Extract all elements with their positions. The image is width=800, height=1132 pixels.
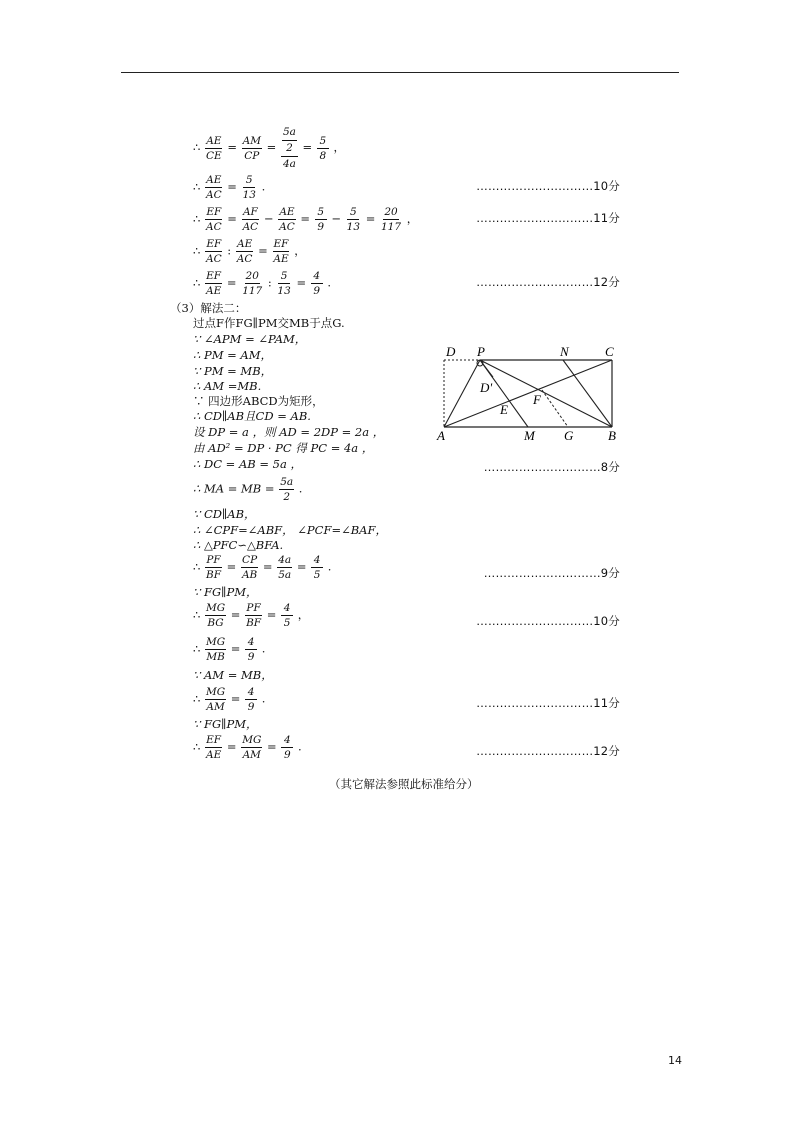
step-12: ∴ ∠CPF=∠ABF， ∠PCF=∠BAF， [193, 523, 387, 537]
segment-ac [444, 360, 612, 427]
label-g: G [564, 428, 574, 443]
equation-line-3: ∴ $\frac{EF}{AC}$ = $\frac{AF}{AC}$ − $\frac{AE}{AC}$ = $\frac{5}{9}$ − $\frac{5}{13}$ = $\frac{20}{117}$ ， [193, 206, 419, 234]
step-11: ∵ CD∥AB， [193, 507, 256, 521]
label-f: F [533, 392, 541, 407]
step-8: 由 AD² = DP · PC 得 PC = 4a ， [193, 441, 374, 455]
label-e: E [500, 402, 508, 417]
step-13: ∴ △PFC∽△BFA. [193, 538, 284, 552]
step-15: ∵ FG∥PM， [193, 585, 258, 599]
label-n: N [560, 344, 569, 359]
step-18: ∵ AM = MB， [193, 668, 273, 682]
score-11: …………………………11分 [476, 211, 620, 225]
label-p: P [477, 344, 485, 359]
equation-line-5: ∴ $\frac{EF}{AE}$ = $\frac{20}{117}$ : $\frac{5}{13}$ = $\frac{4}{9}$ . [193, 270, 332, 298]
step-2: ∴ PM = AM， [193, 348, 273, 362]
step-14: ∴ $\frac{PF}{BF}$ = $\frac{CP}{AB}$ = $\frac{4a}{5a}$ = $\frac{4}{5}$ . [193, 554, 332, 582]
score-10: …………………………10分 [476, 179, 620, 193]
equation-line-1: ∴ $\frac{AE}{CE}$ = $\frac{AM}{CP}$ = $\frac{\frac{5a}{2}}{4a}$ = $\frac{5}{8}$ ， [193, 126, 345, 171]
step-16: ∴ $\frac{MG}{BG}$ = $\frac{PF}{BF}$ = $\frac{4}{5}$ ， [193, 602, 310, 630]
step-7: 设 DP = a ，则 AD = 2DP = 2a ， [193, 425, 385, 439]
equation-line-2: ∴ $\frac{AE}{AC}$ = $\frac{5}{13}$ . [193, 174, 266, 202]
step-19: ∴ $\frac{MG}{AM}$ = $\frac{4}{9}$ . [193, 686, 266, 714]
step-6: ∴ CD∥AB且CD = AB. [193, 409, 311, 423]
label-d: D [446, 344, 456, 359]
equation-line-4: ∴ $\frac{EF}{AC}$ : $\frac{AE}{AC}$ = $\frac{EF}{AE}$ ， [193, 238, 306, 266]
step-1: ∵ ∠APM = ∠PAM， [193, 332, 307, 346]
score-12: …………………………12分 [476, 275, 620, 289]
label-d-prime: D' [480, 380, 493, 395]
header-rule [121, 72, 679, 73]
intro-line: 过点F作FG∥PM交MB于点G. [193, 316, 345, 330]
label-c: C [605, 344, 614, 359]
segment-pd-prime [480, 360, 493, 377]
segment-fg [542, 390, 568, 427]
section-label: （3）解法二： [170, 301, 247, 315]
label-a: A [437, 428, 445, 443]
score-11b: …………………………11分 [476, 696, 620, 710]
score-9: …………………………9分 [483, 566, 620, 580]
score-8: …………………………8分 [483, 460, 620, 474]
segment-ap [444, 360, 480, 427]
step-21: ∴ $\frac{EF}{AE}$ = $\frac{MG}{AM}$ = $\frac{4}{9}$ . [193, 734, 302, 762]
step-5: ∵ 四边形ABCD为矩形， [193, 394, 324, 408]
score-12b: …………………………12分 [476, 744, 620, 758]
step-20: ∵ FG∥PM， [193, 717, 258, 731]
page-number: 14 [668, 1054, 682, 1067]
geometry-diagram [430, 340, 630, 450]
step-10: ∴ MA = MB = $\frac{5a}{2}$ . [193, 476, 303, 504]
step-17: ∴ $\frac{MG}{MB}$ = $\frac{4}{9}$ . [193, 636, 266, 664]
label-m: M [524, 428, 535, 443]
score-10b: …………………………10分 [476, 614, 620, 628]
footer-note: （其它解法参照此标准给分） [329, 777, 479, 791]
step-3: ∵ PM = MB， [193, 364, 273, 378]
step-4: ∴ AM =MB. [193, 379, 262, 393]
label-b: B [608, 428, 616, 443]
step-9: ∴ DC = AB = 5a ， [193, 457, 302, 471]
